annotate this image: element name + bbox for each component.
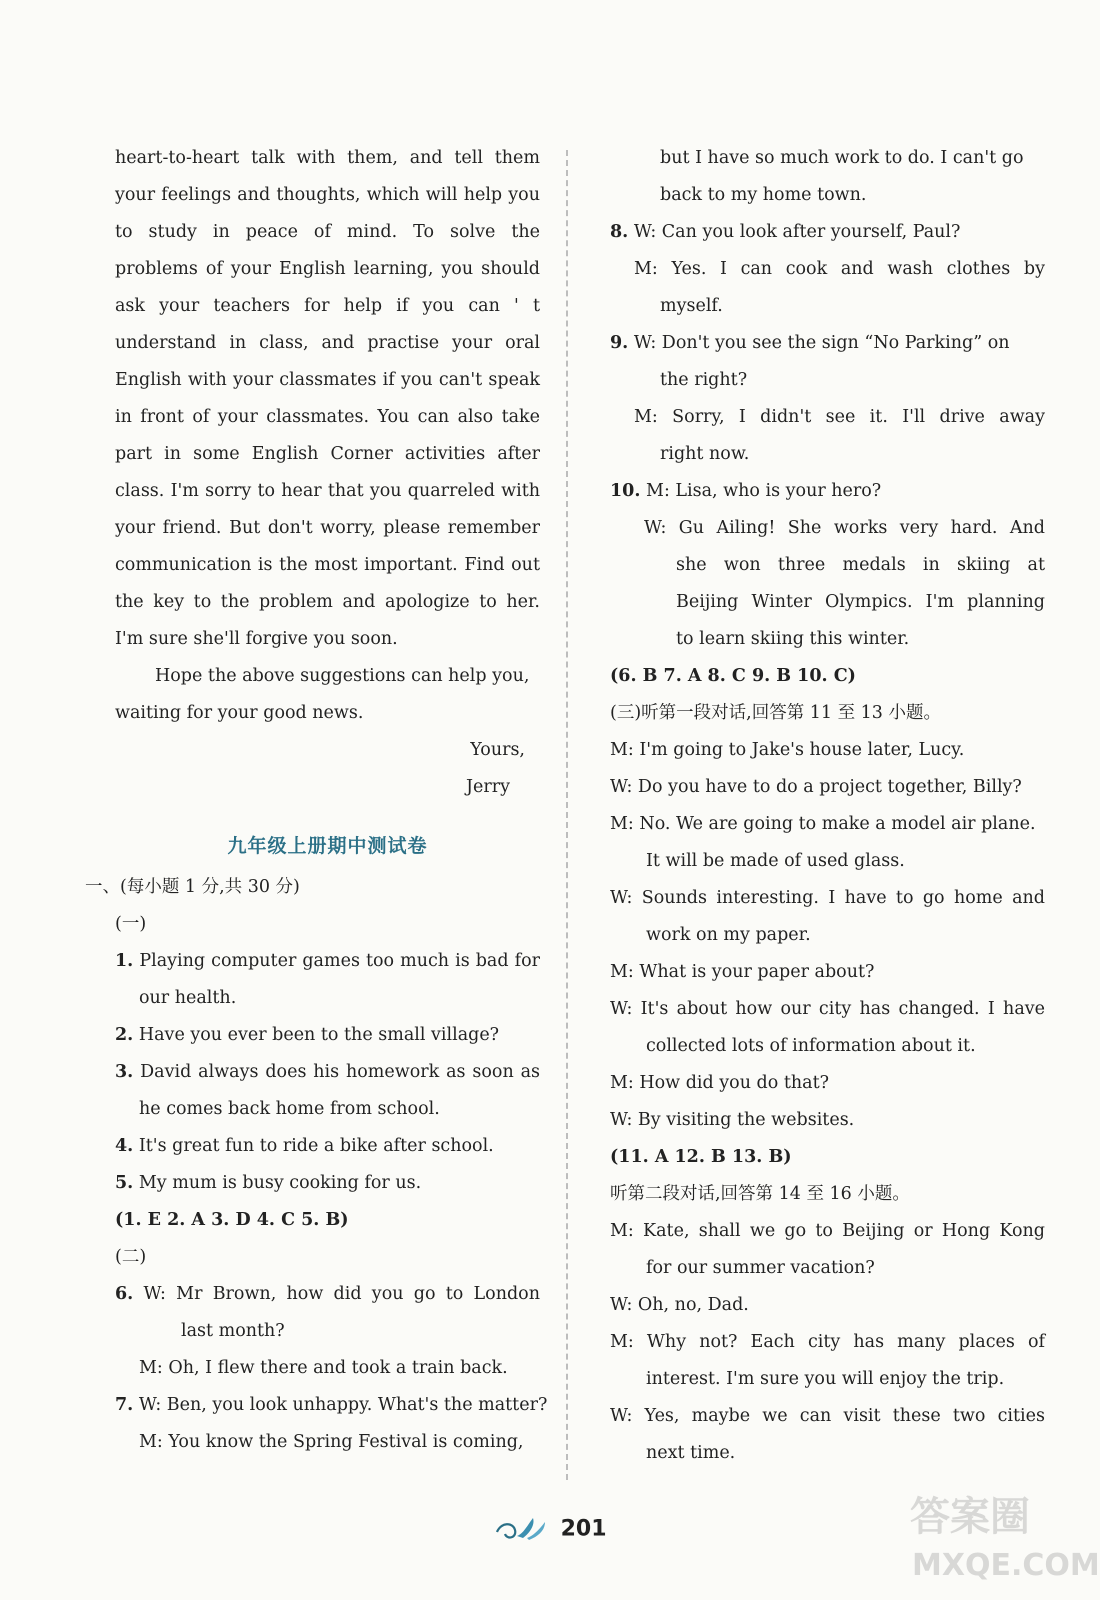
dialog-line: M: I'm going to Jake's house later, Lucy. (610, 740, 965, 760)
text-line: problems of your English learning, you should (115, 259, 540, 279)
item-text: W: Can you look after yourself, Paul? (633, 222, 961, 242)
list-item (115, 1054, 540, 1091)
item-number: 3. (115, 1062, 134, 1082)
letter-closing: Yours, (470, 740, 525, 760)
item-number: 4. (115, 1136, 134, 1156)
dialog-line: next time. (646, 1443, 736, 1463)
dialog-line: W: Do you have to do a project together, Billy? (610, 777, 1022, 797)
text-line: Hope the above suggestions can help you, (155, 666, 530, 686)
text-line: communication is the most important. Find out (115, 555, 540, 575)
letter-signature: Jerry (466, 777, 510, 797)
item-text: to learn skiing this winter. (676, 629, 910, 649)
dialog-line: M: How did you do that? (610, 1073, 829, 1093)
section-title: 九年级上册期中测试卷 (227, 835, 428, 857)
item-text: W: Don't you see the sign “No Parking” on (633, 333, 1010, 353)
dialog-line: work on my paper. (646, 925, 811, 945)
list-item (115, 1276, 540, 1313)
text-line: your friend. But don't worry, please remember (115, 518, 540, 538)
list-item (115, 943, 540, 980)
item-text: right now. (660, 444, 750, 464)
item-text: Beijing Winter Olympics. I'm planning (676, 592, 1045, 612)
swirl-ornament-icon (493, 1510, 549, 1548)
column-divider (566, 150, 568, 1480)
dialog-line: interest. I'm sure you will enjoy the trip. (646, 1369, 1005, 1389)
item-text: she won three medals in skiing at (676, 555, 1045, 575)
dialog-line: M: What is your paper about? (610, 962, 875, 982)
item-text: M: Yes. I can cook and wash clothes by (634, 259, 1045, 279)
item-text: Have you ever been to the small village? (138, 1025, 500, 1045)
list-item (610, 325, 1045, 362)
item-text: W: Gu Ailing! She works very hard. And (644, 518, 1045, 538)
item-text: back to my home town. (660, 185, 867, 205)
item-text: M: Oh, I flew there and took a train back. (139, 1358, 508, 1378)
subsection-label: (二) (115, 1247, 147, 1267)
list-item (115, 1387, 548, 1424)
item-text: the right? (660, 370, 748, 390)
item-number: 7. (115, 1395, 134, 1415)
list-item (115, 1017, 540, 1054)
subsection-label: (三)听第一段对话,回答第 11 至 13 小题。 (610, 703, 942, 723)
text-line: part in some English Corner activities after (115, 444, 540, 464)
subsection-label: (一) (115, 914, 147, 934)
text-line: English with your classmates if you can't speak (115, 370, 540, 390)
svg-text:MXQE.COM: MXQE.COM (912, 1548, 1100, 1583)
dialog-line: It will be made of used glass. (646, 851, 905, 871)
item-text: he comes back home from school. (139, 1099, 440, 1119)
item-number: 1. (115, 951, 134, 971)
text-line: understand in class, and practise your oral (115, 333, 540, 353)
item-text: My mum is busy cooking for us. (138, 1173, 422, 1193)
dialog-line: collected lots of information about it. (646, 1036, 976, 1056)
item-text: W: Ben, you look unhappy. What's the matter? (138, 1395, 548, 1415)
text-line: I'm sure she'll forgive you soon. (115, 629, 398, 649)
item-text: David always does his homework as soon as (140, 1062, 540, 1082)
item-text: myself. (660, 296, 723, 316)
list-item (115, 1128, 540, 1165)
item-number: 2. (115, 1025, 134, 1045)
item-text: our health. (139, 988, 237, 1008)
item-text: W: Mr Brown, how did you go to London (143, 1284, 540, 1304)
item-text: M: Sorry, I didn't see it. I'll drive away (634, 407, 1045, 427)
dialog-line: W: It's about how our city has changed. I have (610, 999, 1045, 1019)
text-line: ask your teachers for help if you can ' t (115, 296, 540, 316)
watermark-logo (900, 1480, 1100, 1590)
item-number: 8. (610, 222, 629, 242)
dialog-line: W: Sounds interesting. I have to go home and (610, 888, 1045, 908)
left-column (85, 140, 548, 1461)
text-line: class. I'm sorry to hear that you quarreled with (115, 481, 540, 501)
text-line: to study in peace of mind. To solve the (115, 222, 540, 242)
text-line: your feelings and thoughts, which will help you (115, 185, 540, 205)
text-line: the key to the problem and apologize to her. (115, 592, 540, 612)
item-number: 9. (610, 333, 629, 353)
item-text: M: Lisa, who is your hero? (646, 481, 882, 501)
item-text: last month? (181, 1321, 285, 1341)
list-item (115, 1165, 540, 1202)
svg-text:答案圈: 答案圈 (910, 1494, 1030, 1540)
list-item (610, 473, 1045, 510)
right-column (610, 140, 1045, 1472)
list-item (610, 214, 1045, 251)
item-text: Playing computer games too much is bad for (139, 951, 540, 971)
text-line: waiting for your good news. (115, 703, 364, 723)
dialog-line: M: No. We are going to make a model air plane. (610, 814, 1036, 834)
dialog-line: W: By visiting the websites. (610, 1110, 855, 1130)
answer-key: (1. E 2. A 3. D 4. C 5. B) (115, 1210, 349, 1230)
item-number: 10. (610, 481, 641, 501)
dialog-line: W: Yes, maybe we can visit these two cities (610, 1406, 1045, 1426)
dialog-line: for our summer vacation? (646, 1258, 875, 1278)
item-text: but I have so much work to do. I can't go (660, 148, 1024, 168)
text-line: heart-to-heart talk with them, and tell them (115, 148, 540, 168)
dialog-line: M: Kate, shall we go to Beijing or Hong Kong (610, 1221, 1045, 1241)
item-text: It's great fun to ride a bike after school. (138, 1136, 494, 1156)
answer-key: (6. B 7. A 8. C 9. B 10. C) (610, 666, 856, 686)
text-line: in front of your classmates. You can also take (115, 407, 540, 427)
part-header: 一、(每小题 1 分,共 30 分) (85, 877, 300, 897)
dialog-line: W: Oh, no, Dad. (610, 1295, 749, 1315)
subsection-label: 听第二段对话,回答第 14 至 16 小题。 (610, 1184, 910, 1204)
answer-key: (11. A 12. B 13. B) (610, 1147, 792, 1167)
page-number: 201 (560, 1516, 607, 1542)
item-text: M: You know the Spring Festival is coming, (139, 1432, 524, 1452)
item-number: 6. (115, 1284, 134, 1304)
dialog-line: M: Why not? Each city has many places of (610, 1332, 1045, 1352)
item-number: 5. (115, 1173, 134, 1193)
